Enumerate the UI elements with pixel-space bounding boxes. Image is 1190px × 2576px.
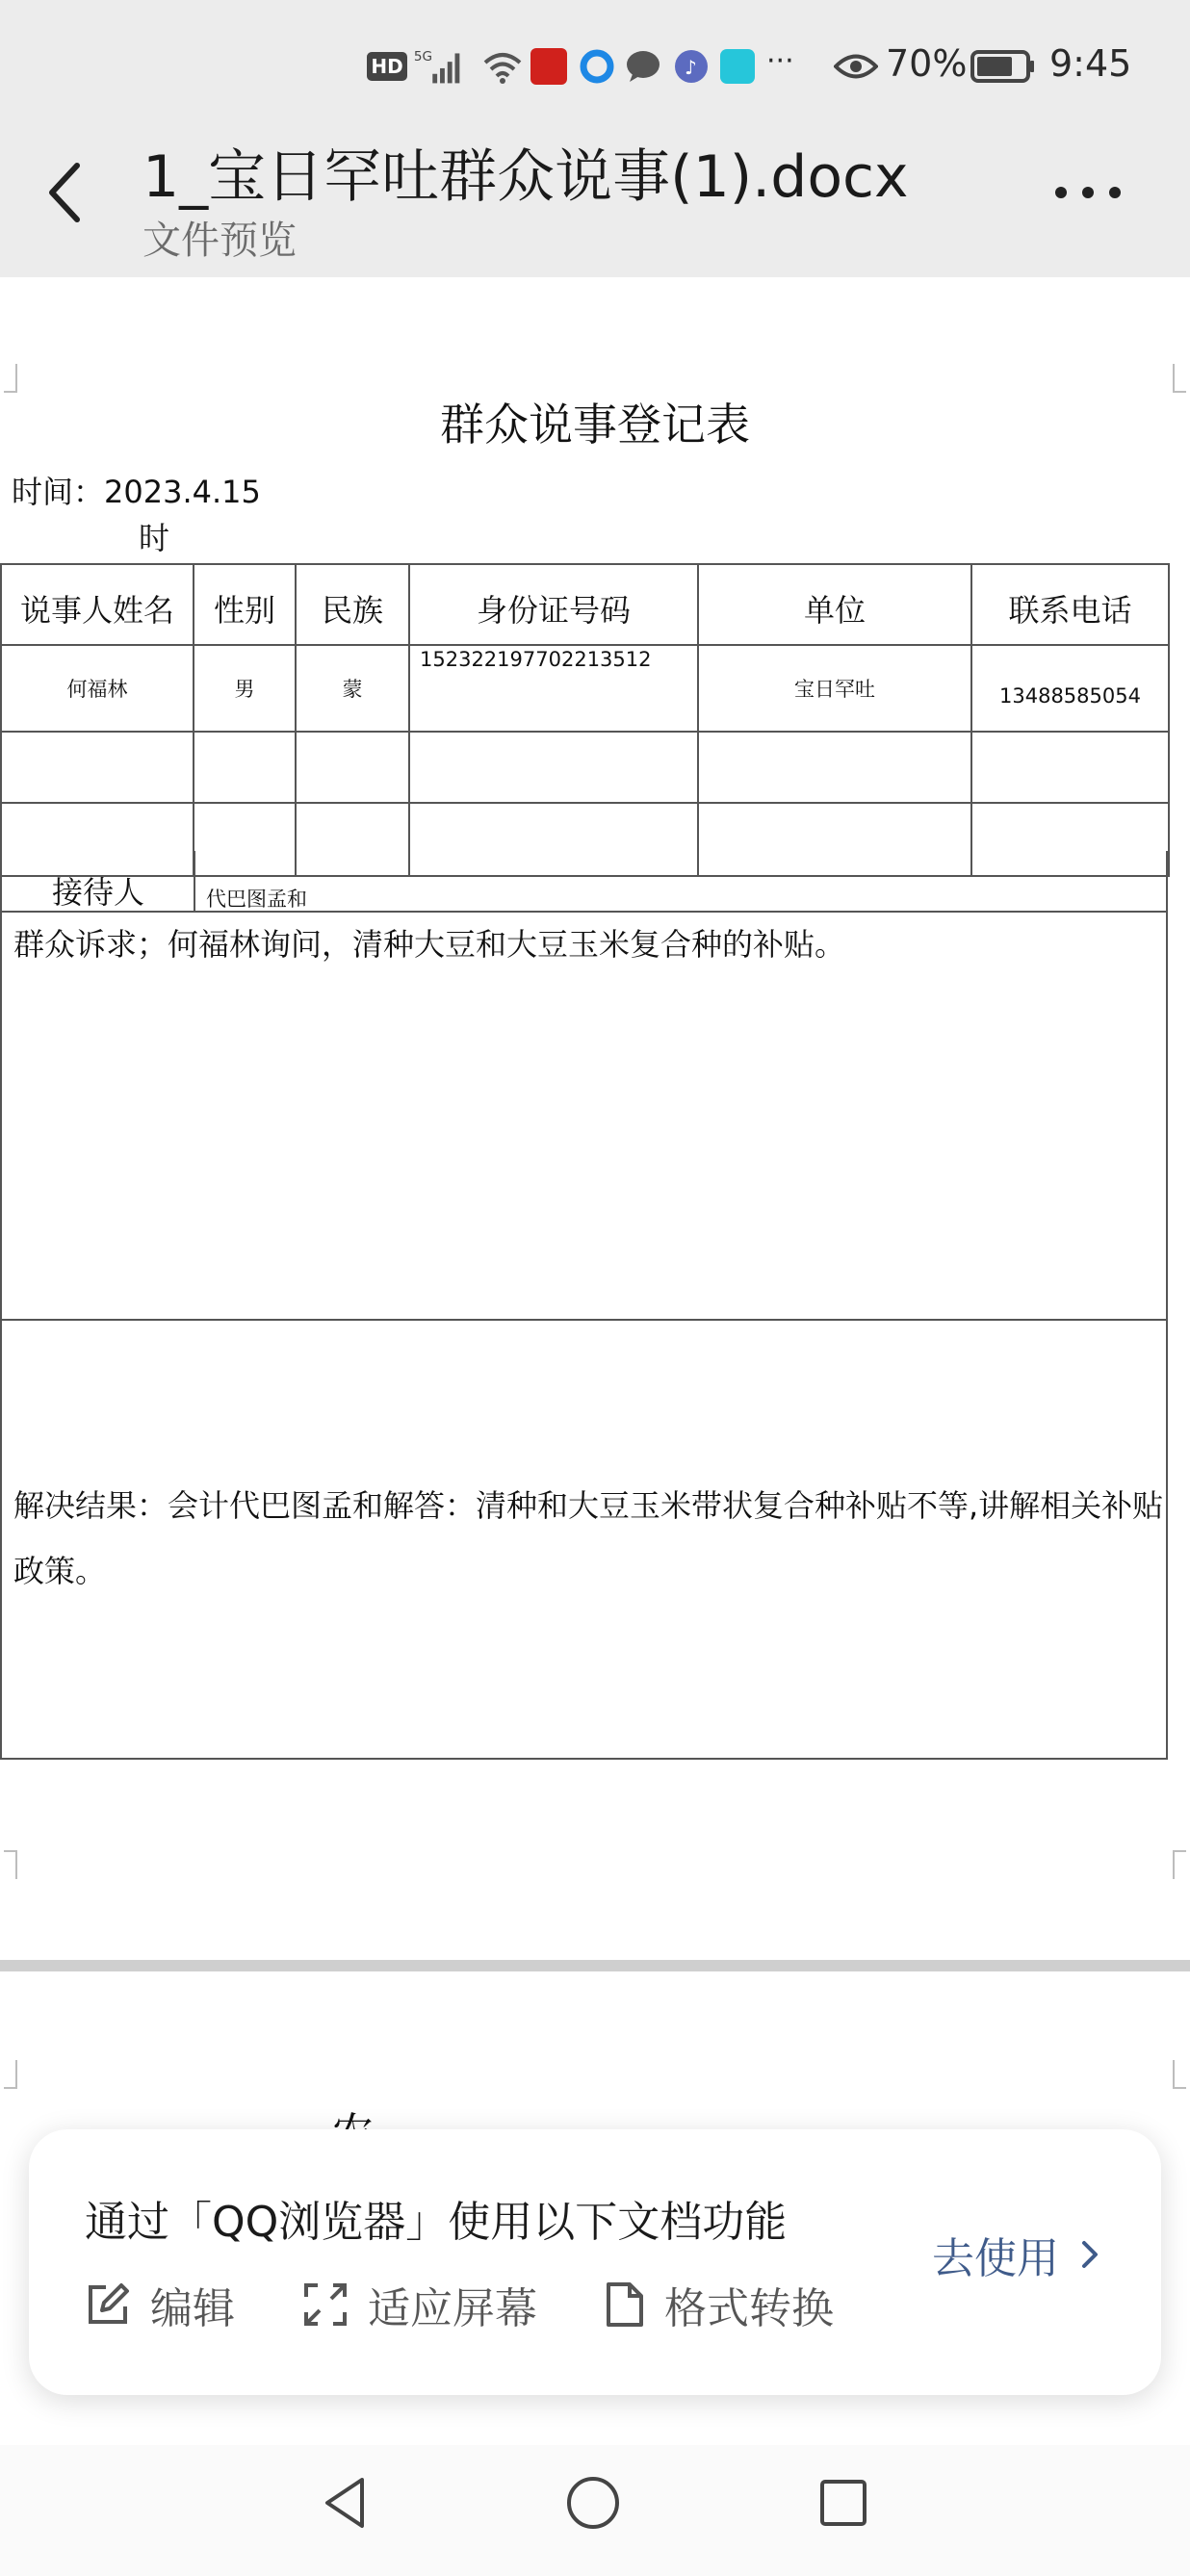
chevron-right-icon: [1071, 2235, 1109, 2274]
page-corner-mark: [4, 1850, 17, 1879]
cell-ethnicity: 蒙: [296, 645, 409, 732]
result-section: [0, 1319, 1168, 1760]
system-nav-bar: [0, 2445, 1190, 2576]
clock: 9:45: [1049, 42, 1132, 85]
browser-app-icon: [578, 48, 616, 85]
header-gender: 性别: [194, 564, 296, 645]
appeal-text: 群众诉求；何福林询问，清种大豆和大豆玉米复合种的补贴。: [13, 926, 846, 963]
table-header-row: [1, 564, 1169, 645]
cell-divider: [194, 851, 195, 911]
header-id-number: 身份证号码: [409, 564, 698, 645]
svg-text:5G: 5G: [413, 49, 433, 65]
reader-app-icon: [718, 48, 757, 85]
go-use-label: 去使用: [932, 2234, 1059, 2283]
header-name: 说事人姓名: [1, 564, 194, 645]
battery-icon: [970, 48, 1036, 85]
page-corner-mark: [4, 2060, 17, 2089]
header-ethnicity: 民族: [296, 564, 409, 645]
registration-table: [0, 563, 1170, 877]
svg-text:♪: ♪: [685, 56, 697, 79]
go-use-button[interactable]: [932, 2226, 1109, 2283]
edit-label: 编辑: [150, 2284, 235, 2333]
cell-phone: 13488585054: [971, 645, 1169, 732]
eye-icon: [834, 48, 878, 85]
time-label: 时间：2023.4.15: [12, 474, 261, 510]
status-bar: [0, 0, 1190, 135]
chat-bubble-icon: [624, 48, 662, 85]
more-options-button[interactable]: [1049, 168, 1126, 217]
battery-percent: 70%: [886, 42, 968, 85]
receiver-value: 代巴图孟和: [206, 888, 307, 911]
cell-gender: 男: [194, 645, 296, 732]
wifi-icon: [481, 48, 524, 85]
document-title: 群众说事登记表: [440, 399, 750, 451]
edit-icon: [85, 2281, 131, 2328]
nav-recents-button[interactable]: [815, 2474, 872, 2532]
format-convert-button[interactable]: [605, 2276, 834, 2333]
file-subtitle: 文件预览: [142, 219, 297, 263]
result-text: 解决结果：会计代巴图孟和解答：清种和大豆玉米带状复合种补贴不等,讲解相关补贴政策。: [13, 1487, 1164, 1589]
cell-id-number: 152322197702213512: [409, 645, 698, 732]
qq-browser-banner: [29, 2129, 1161, 2395]
page-corner-mark: [1173, 1850, 1186, 1879]
receiver-row: [0, 851, 1168, 913]
chevron-left-icon: [39, 154, 96, 231]
format-convert-label: 格式转换: [664, 2284, 834, 2333]
fit-screen-button[interactable]: [302, 2276, 537, 2333]
nav-home-button[interactable]: [564, 2474, 622, 2532]
time-sub-label: 时: [139, 520, 170, 556]
square-recents-icon: [815, 2474, 872, 2532]
hd-label: HD: [367, 52, 406, 81]
cell-name: 何福林: [1, 645, 194, 732]
table-row-empty: [1, 732, 1169, 803]
cell-unit: 宝日罕吐: [698, 645, 971, 732]
page-corner-mark: [1173, 364, 1186, 393]
nav-back-button[interactable]: [318, 2474, 375, 2532]
fit-screen-label: 适应屏幕: [368, 2284, 537, 2333]
study-app-icon: [530, 48, 568, 85]
page-corner-mark: [1173, 2060, 1186, 2089]
page-corner-mark: [4, 364, 17, 393]
document-icon: [605, 2280, 645, 2329]
back-button[interactable]: [39, 154, 96, 231]
more-dots-icon: [1049, 168, 1126, 217]
banner-title: 通过「QQ浏览器」使用以下文档功能: [85, 2198, 788, 2247]
more-notifications-icon: ···: [766, 44, 794, 78]
appeal-section: [0, 911, 1168, 1321]
receiver-label: 接待人: [51, 874, 144, 911]
circle-home-icon: [564, 2474, 622, 2532]
file-title: 1_宝日罕吐群众说事(1).docx: [142, 143, 909, 211]
fit-screen-icon: [302, 2281, 349, 2328]
music-app-icon: [672, 48, 711, 85]
table-row: [1, 645, 1169, 732]
header-phone: 联系电话: [971, 564, 1169, 645]
header-unit: 单位: [698, 564, 971, 645]
page-separator: [0, 1960, 1190, 1971]
edit-feature-button[interactable]: [85, 2276, 235, 2333]
signal-icon: [412, 48, 470, 85]
hd-icon: [368, 48, 406, 85]
triangle-back-icon: [318, 2474, 375, 2532]
